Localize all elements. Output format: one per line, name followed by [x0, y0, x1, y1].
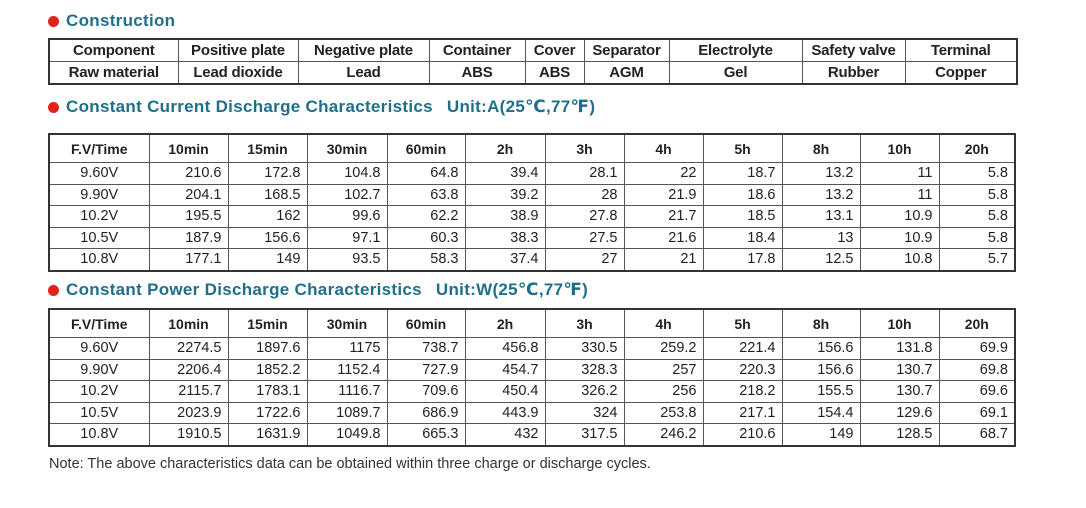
- table-cell: 709.6: [387, 381, 465, 403]
- table-cell: Lead dioxide: [178, 62, 298, 85]
- table-cell: 324: [545, 402, 624, 424]
- table-cell: 12.5: [782, 249, 860, 271]
- table-header-row: [49, 134, 1015, 163]
- table-row: [49, 227, 1015, 249]
- table-cell: 2206.4: [149, 359, 228, 381]
- table-cell: 1783.1: [228, 381, 307, 403]
- table-cell: 5.8: [939, 184, 1015, 206]
- table-cell: 21.9: [624, 184, 703, 206]
- table-cell: 317.5: [545, 424, 624, 446]
- table-cell: 156.6: [228, 227, 307, 249]
- column-header: 10min: [149, 134, 228, 163]
- table-cell: 665.3: [387, 424, 465, 446]
- current-unit: Unit:A(25℃,77℉): [446, 97, 596, 116]
- table-cell: 218.2: [703, 381, 782, 403]
- construction-row: [49, 62, 1017, 85]
- table-cell: 1910.5: [149, 424, 228, 446]
- table-cell: 149: [228, 249, 307, 271]
- column-header: 5h: [703, 309, 782, 338]
- table-cell: 11: [860, 184, 939, 206]
- table-cell: 104.8: [307, 163, 387, 185]
- table-cell: 5.8: [939, 163, 1015, 185]
- table-row: [49, 163, 1015, 185]
- table-cell: 38.3: [465, 227, 545, 249]
- table-cell: 217.1: [703, 402, 782, 424]
- row-label: 9.90V: [49, 184, 149, 206]
- table-row: [49, 184, 1015, 206]
- table-cell: 62.2: [387, 206, 465, 228]
- row-label: 10.8V: [49, 249, 149, 271]
- construction-heading: [48, 11, 175, 31]
- table-cell: 221.4: [703, 338, 782, 360]
- table-cell: 93.5: [307, 249, 387, 271]
- table-cell: 187.9: [149, 227, 228, 249]
- table-cell: 432: [465, 424, 545, 446]
- table-cell: 10.9: [860, 227, 939, 249]
- table-cell: 246.2: [624, 424, 703, 446]
- table-cell: 204.1: [149, 184, 228, 206]
- column-header: 8h: [782, 309, 860, 338]
- column-header: 15min: [228, 134, 307, 163]
- table-cell: 1175: [307, 338, 387, 360]
- column-header: F.V/Time: [49, 134, 149, 163]
- table-cell: 69.9: [939, 338, 1015, 360]
- row-label: 10.5V: [49, 227, 149, 249]
- table-cell: 102.7: [307, 184, 387, 206]
- construction-header-row: [49, 39, 1017, 62]
- table-cell: 99.6: [307, 206, 387, 228]
- column-header: 8h: [782, 134, 860, 163]
- table-cell: 64.8: [387, 163, 465, 185]
- table-cell: 1631.9: [228, 424, 307, 446]
- table-cell: 2115.7: [149, 381, 228, 403]
- column-header: 60min: [387, 134, 465, 163]
- column-header: 3h: [545, 134, 624, 163]
- table-cell: 450.4: [465, 381, 545, 403]
- table-cell: 18.4: [703, 227, 782, 249]
- bullet-icon: [48, 16, 59, 27]
- table-cell: 39.4: [465, 163, 545, 185]
- table-cell: 154.4: [782, 402, 860, 424]
- table-cell: Raw material: [49, 62, 178, 85]
- table-cell: 27: [545, 249, 624, 271]
- table-cell: 60.3: [387, 227, 465, 249]
- table-row: [49, 381, 1015, 403]
- table-cell: 128.5: [860, 424, 939, 446]
- table-cell: 27.5: [545, 227, 624, 249]
- table-cell: 39.2: [465, 184, 545, 206]
- table-cell: 37.4: [465, 249, 545, 271]
- bullet-icon: [48, 102, 59, 113]
- power-unit: Unit:W(25℃,77℉): [435, 280, 589, 299]
- table-cell: 328.3: [545, 359, 624, 381]
- power-heading: [48, 280, 588, 300]
- table-cell: 38.9: [465, 206, 545, 228]
- table-cell: 1152.4: [307, 359, 387, 381]
- table-cell: 220.3: [703, 359, 782, 381]
- row-label: 9.60V: [49, 338, 149, 360]
- table-cell: 195.5: [149, 206, 228, 228]
- row-label: 10.5V: [49, 402, 149, 424]
- table-cell: 2274.5: [149, 338, 228, 360]
- table-cell: 68.7: [939, 424, 1015, 446]
- table-row: [49, 424, 1015, 446]
- column-header: 10h: [860, 309, 939, 338]
- column-header: 30min: [307, 309, 387, 338]
- table-cell: 5.7: [939, 249, 1015, 271]
- column-header: 5h: [703, 134, 782, 163]
- table-cell: 156.6: [782, 338, 860, 360]
- table-cell: 21.6: [624, 227, 703, 249]
- table-cell: 97.1: [307, 227, 387, 249]
- table-cell: 69.6: [939, 381, 1015, 403]
- table-row: [49, 206, 1015, 228]
- table-cell: 686.9: [387, 402, 465, 424]
- table-cell: 28: [545, 184, 624, 206]
- column-header: 60min: [387, 309, 465, 338]
- table-cell: Negative plate: [298, 39, 429, 62]
- table-cell: 257: [624, 359, 703, 381]
- column-header: 30min: [307, 134, 387, 163]
- table-cell: 13.1: [782, 206, 860, 228]
- table-cell: 58.3: [387, 249, 465, 271]
- table-cell: Gel: [669, 62, 802, 85]
- table-cell: 1897.6: [228, 338, 307, 360]
- table-cell: 5.8: [939, 227, 1015, 249]
- table-cell: 456.8: [465, 338, 545, 360]
- table-cell: 13.2: [782, 163, 860, 185]
- column-header: 20h: [939, 134, 1015, 163]
- column-header: 20h: [939, 309, 1015, 338]
- construction-table: [48, 38, 1018, 85]
- table-cell: 13.2: [782, 184, 860, 206]
- current-heading: [48, 97, 595, 117]
- table-cell: 131.8: [860, 338, 939, 360]
- column-header: F.V/Time: [49, 309, 149, 338]
- table-cell: Positive plate: [178, 39, 298, 62]
- table-cell: AGM: [584, 62, 669, 85]
- current-title: Constant Current Discharge Characteristics: [66, 97, 433, 116]
- table-row: [49, 359, 1015, 381]
- table-row: [49, 402, 1015, 424]
- power-title: Constant Power Discharge Characteristics: [66, 280, 422, 299]
- table-cell: 18.7: [703, 163, 782, 185]
- table-cell: 130.7: [860, 381, 939, 403]
- table-cell: Safety valve: [802, 39, 905, 62]
- power-discharge-table: [48, 308, 1016, 447]
- table-cell: 27.8: [545, 206, 624, 228]
- table-cell: 454.7: [465, 359, 545, 381]
- column-header: 10h: [860, 134, 939, 163]
- table-cell: 156.6: [782, 359, 860, 381]
- table-cell: Container: [429, 39, 525, 62]
- table-cell: 129.6: [860, 402, 939, 424]
- table-cell: Component: [49, 39, 178, 62]
- table-cell: 63.8: [387, 184, 465, 206]
- table-cell: 21: [624, 249, 703, 271]
- bullet-icon: [48, 285, 59, 296]
- row-label: 9.90V: [49, 359, 149, 381]
- table-cell: 155.5: [782, 381, 860, 403]
- construction-title: Construction: [66, 11, 176, 30]
- table-cell: 18.5: [703, 206, 782, 228]
- table-cell: 259.2: [624, 338, 703, 360]
- row-label: 9.60V: [49, 163, 149, 185]
- table-cell: Copper: [905, 62, 1017, 85]
- table-cell: 1089.7: [307, 402, 387, 424]
- table-cell: 177.1: [149, 249, 228, 271]
- table-cell: 69.8: [939, 359, 1015, 381]
- table-cell: 443.9: [465, 402, 545, 424]
- table-cell: 1049.8: [307, 424, 387, 446]
- table-cell: 210.6: [149, 163, 228, 185]
- table-cell: Cover: [525, 39, 584, 62]
- table-cell: 326.2: [545, 381, 624, 403]
- column-header: 2h: [465, 309, 545, 338]
- table-row: [49, 338, 1015, 360]
- table-cell: 28.1: [545, 163, 624, 185]
- table-cell: ABS: [429, 62, 525, 85]
- table-cell: 130.7: [860, 359, 939, 381]
- table-cell: 256: [624, 381, 703, 403]
- row-label: 10.2V: [49, 381, 149, 403]
- table-cell: 13: [782, 227, 860, 249]
- table-cell: 1852.2: [228, 359, 307, 381]
- current-discharge-table: [48, 133, 1016, 272]
- table-cell: 17.8: [703, 249, 782, 271]
- column-header: 15min: [228, 309, 307, 338]
- table-cell: 1722.6: [228, 402, 307, 424]
- row-label: 10.2V: [49, 206, 149, 228]
- column-header: 3h: [545, 309, 624, 338]
- table-cell: 5.8: [939, 206, 1015, 228]
- table-cell: Electrolyte: [669, 39, 802, 62]
- table-cell: 10.9: [860, 206, 939, 228]
- footnote: Note: The above characteristics data can be obtained within three charge or discharge cycles.: [49, 456, 651, 472]
- column-header: 4h: [624, 309, 703, 338]
- table-cell: Separator: [584, 39, 669, 62]
- table-cell: 330.5: [545, 338, 624, 360]
- table-cell: 10.8: [860, 249, 939, 271]
- table-cell: 21.7: [624, 206, 703, 228]
- row-label: 10.8V: [49, 424, 149, 446]
- table-cell: Terminal: [905, 39, 1017, 62]
- table-cell: 162: [228, 206, 307, 228]
- table-cell: 149: [782, 424, 860, 446]
- table-cell: 11: [860, 163, 939, 185]
- table-cell: 69.1: [939, 402, 1015, 424]
- table-row: [49, 249, 1015, 271]
- table-cell: 18.6: [703, 184, 782, 206]
- table-cell: 22: [624, 163, 703, 185]
- table-cell: Rubber: [802, 62, 905, 85]
- table-cell: 1116.7: [307, 381, 387, 403]
- table-header-row: [49, 309, 1015, 338]
- table-cell: 172.8: [228, 163, 307, 185]
- table-cell: 168.5: [228, 184, 307, 206]
- column-header: 4h: [624, 134, 703, 163]
- table-cell: ABS: [525, 62, 584, 85]
- table-cell: 210.6: [703, 424, 782, 446]
- table-cell: Lead: [298, 62, 429, 85]
- table-cell: 727.9: [387, 359, 465, 381]
- column-header: 10min: [149, 309, 228, 338]
- table-cell: 738.7: [387, 338, 465, 360]
- table-cell: 253.8: [624, 402, 703, 424]
- table-cell: 2023.9: [149, 402, 228, 424]
- column-header: 2h: [465, 134, 545, 163]
